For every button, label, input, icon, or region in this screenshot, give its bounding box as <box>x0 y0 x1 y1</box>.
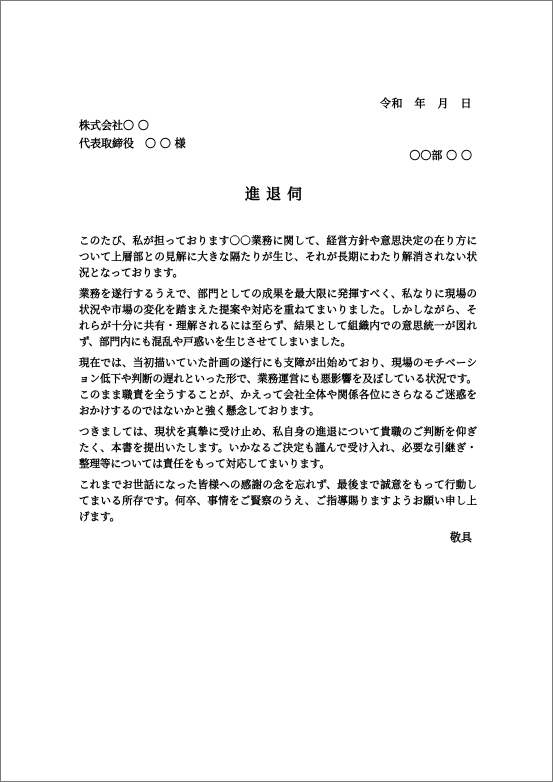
sender-name: 〇〇部 〇 〇 <box>409 149 472 162</box>
body-paragraph: このたび、私が担っております〇〇業務に関して、経営方針や意思決定の在り方について上層部との見解に大きな隔たりが生じ、それが長期にわたり解消されない状況となっております。 <box>79 235 477 279</box>
recipient-company: 株式会社〇 〇 <box>79 119 149 132</box>
recipient-block <box>79 117 186 153</box>
body-paragraph: これまでお世話になった皆様への感謝の念を忘れず、最後まで誠意をもって行動してまいる所存です。何卒、事情をご賢察のうえ、ご指導賜りますようお願い申し上げます。 <box>79 479 477 523</box>
recipient-person: 代表取締役 〇 〇 様 <box>79 137 186 150</box>
body-paragraph: 業務を遂行するうえで、部門としての成果を最大限に発揮すべく、私なりに現場の状況や市場の変化を踏まえた提案や対応を重ねてまいりました。しかしながら、それらが十分に共有・理解されるには至らず、結果として組織内での意思統一が図れず、部門内にも混乱や戸惑いを生じさせてしまいました。 <box>79 288 477 348</box>
closing-remark: 敬具 <box>450 531 472 544</box>
body-paragraph: つきましては、現状を真摯に受け止め、私自身の進退について貴職のご判断を仰ぎたく、本書を提出いたします。いかなるご決定も謹んで受け入れ、必要な引継ぎ・整理等については責任をもって対応してまいります。 <box>79 426 477 470</box>
document-date: 令和 年 月 日 <box>380 97 472 110</box>
body-paragraph: 現在では、当初描いていた計画の遂行にも支障が出始めており、現場のモチベーション低下や判断の遅れといった形で、業務運営にも悪影響を及ぼしている状況です。このまま職責を全うすることが、かえって会社全体や関係各位にさらなるご迷惑をおかけするのではないかと強く懸念しております。 <box>79 357 477 417</box>
document-body <box>79 233 477 530</box>
document-title: 進退伺 <box>244 185 308 203</box>
